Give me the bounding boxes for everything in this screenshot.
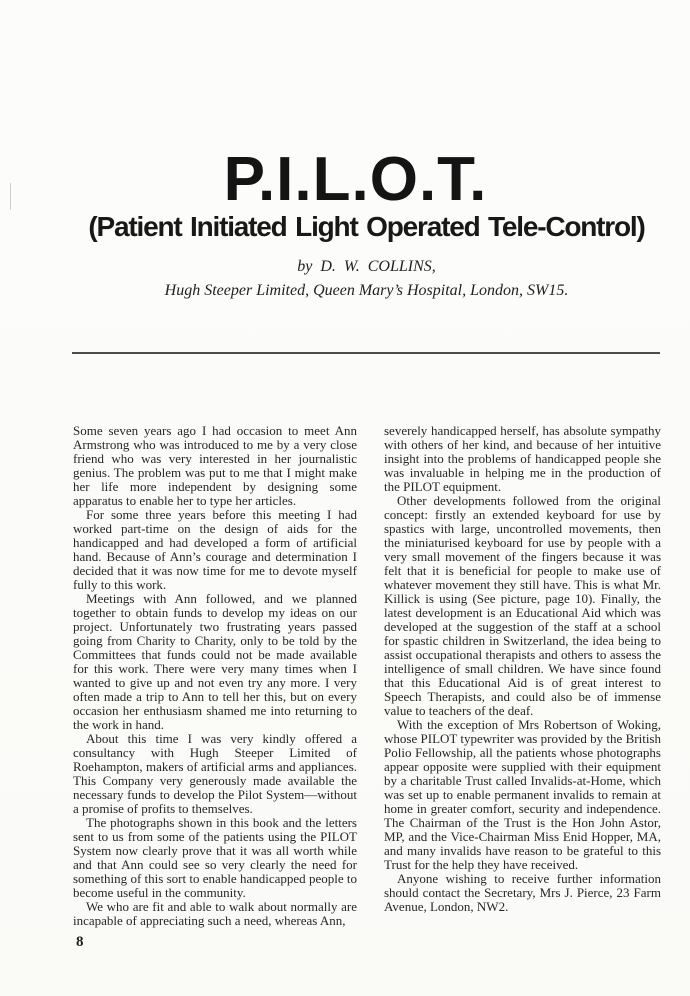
article-subtitle: (Patient Initiated Light Operated Tele-Control) — [88, 211, 645, 242]
scan-line-artifact — [10, 183, 11, 210]
body-paragraph: We who are fit and able to walk about normally are incapable of appreciating such a need, whereas Ann, — [73, 899, 357, 928]
right-column — [384, 424, 661, 928]
article-title: P.I.L.O.T. — [223, 145, 488, 214]
body-paragraph: With the exception of Mrs Robertson of Woking, whose PILOT typewriter was provided by the British Polio Fellowship, all the patients whose photographs appear opposite were supplied with their equipment by a charitable Trust called Invalids-at-Home, which was set up to enable permanent invalids to remain at home in greater comfort, security and independence. The Chairman of the Trust is the Hon John Astor, MP, and the Vice-Chairman Miss Enid Hopper, MA, and many invalids have reason to be grateful to this Trust for the help they have received. — [384, 717, 661, 872]
page-number: 8 — [76, 934, 84, 950]
body-paragraph: Other developments followed from the original concept: firstly an extended keyboard for use by spastics with large, uncontrolled movements, then the miniaturised keyboard for use by people with a very small movement of the fingers because it was felt that it is beneficial for people to make use of whatever movement they still have. This is what Mr. Killick is using (See picture, page 10). Finally, the latest development is an Educational Aid which was developed at the suggestion of the staff at a school for spastic children in Switzerland, the idea being to assist occupational therapists and others to assess the intelligence of small children. We have since found that this Educational Aid is of great interest to Speech Therapists, and could also be of immense value to teachers of the deaf. — [384, 493, 661, 718]
body-paragraph: Meetings with Ann followed, and we planned together to obtain funds to develop my ideas on our project. Unfortunately two frustrating years passed going from Charity to Charity, only to be told by the Committees that funds could not be made available for this work. There were very many times when I wanted to give up and not even try any more. I very often made a trip to Ann to tell her this, but on every occasion her enthusiasm shamed me into returning to the work in hand. — [73, 591, 357, 732]
body-paragraph: Some seven years ago I had occasion to meet Ann Armstrong who was introduced to me by a very close friend who was very interested in her journalistic genius. The problem was put to me that I might make her life more independent by designing some apparatus to enable her to type her articles. — [73, 423, 357, 508]
author-affiliation: Hugh Steeper Limited, Queen Mary’s Hospital, London, SW15. — [164, 282, 569, 299]
body-paragraph: About this time I was very kindly offered a consultancy with Hugh Steeper Limited of Roehampton, makers of artificial arms and appliances. This Company very generously made available the necessary funds to develop the Pilot System—without a promise of profits to themselves. — [73, 731, 357, 816]
left-column — [73, 424, 357, 928]
body-paragraph: Anyone wishing to receive further information should contact the Secretary, Mrs J. Pierce, 23 Farm Avenue, London, NW2. — [384, 871, 661, 914]
author-byline: by D. W. COLLINS, — [297, 258, 436, 275]
body-paragraph: severely handicapped herself, has absolute sympathy with others of her kind, and because of her intuitive insight into the problems of handicapped people she was invaluable in helping me in the production of the PILOT equipment. — [384, 423, 661, 494]
article-body — [73, 424, 661, 928]
horizontal-rule — [72, 352, 660, 354]
body-paragraph: For some three years before this meeting I had worked part-time on the design of aids for the handicapped and had developed a form of artificial hand. Because of Ann’s courage and determination I decided that it was now time for me to devote myself fully to this work. — [73, 507, 357, 592]
body-paragraph: The photographs shown in this book and the letters sent to us from some of the patients using the PILOT System now clearly prove that it was all worth while and that Ann could see so very clearly the need for something of this sort to enable handicapped people to become useful in the community. — [73, 815, 357, 900]
